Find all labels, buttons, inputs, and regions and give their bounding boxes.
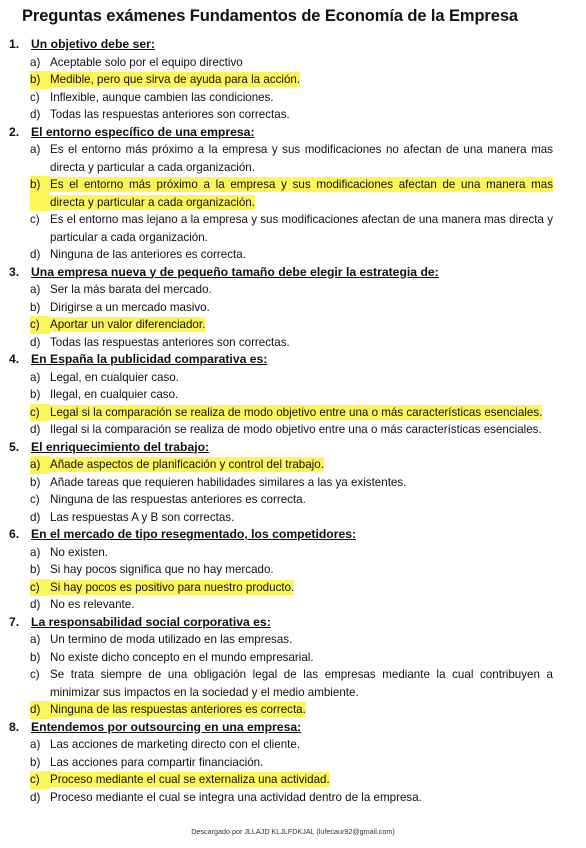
page-title: Preguntas exámenes Fundamentos de Economía de la Empresa [22,7,518,25]
question-number: 8. [9,719,20,734]
option-letter: a) [30,55,41,69]
answer-option [8,544,553,562]
answer-option [8,491,553,509]
answer-option-highlighted [8,579,553,597]
option-text: Si hay pocos significa que no hay mercado. [50,563,274,576]
option-text: Es el entorno más próximo a la empresa y sus modificaciones afectan de una manera mas directa y particular a cada organización. [50,178,553,209]
question-number: 5. [9,439,20,454]
option-letter: d) [30,423,41,436]
option-text-block [50,544,553,562]
question-heading [8,526,553,544]
answer-option [8,596,553,614]
option-text: Ninguna de las anteriores es correcta. [50,248,246,261]
option-text: Ninguna de las respuestas anteriores es correcta. [50,703,306,716]
option-text: Todas las respuestas anteriores son correctas. [50,335,290,349]
option-text-block [50,596,553,614]
option-text-block [50,211,553,246]
answer-option [8,666,553,701]
answer-option [8,54,553,72]
question-number: 7. [9,614,20,629]
option-text: Se trata siempre de una obligación legal de las empresas mediante la cual contribuyen a minimizar sus impactos en la sociedad y el medio ambiente. [50,668,553,699]
option-text: Las acciones para compartir financiación. [50,755,264,769]
option-letter: b) [30,300,41,314]
option-text-block [50,754,553,772]
option-text: Ninguna de las respuestas anteriores es correcta. [50,493,306,506]
question-number: 2. [9,124,20,139]
option-letter: c) [30,316,50,334]
answer-option-highlighted [8,456,553,474]
option-text-block [50,176,553,211]
option-text: Añade aspectos de planificación y control del trabajo. [50,458,324,471]
option-text: Si hay pocos es positivo para nuestro producto. [50,580,295,594]
answer-option [8,736,553,754]
option-text-block [50,736,553,754]
option-letter: a) [30,370,41,384]
question-8 [8,719,553,807]
option-text: No es relevante. [50,598,135,611]
option-text: Aportar un valor diferenciador. [50,318,206,331]
option-text-block [50,141,553,176]
option-letter: b) [30,650,41,664]
question-text: El enriquecimiento del trabajo: [31,439,210,454]
option-text-block [50,701,553,719]
answer-option [8,631,553,649]
option-text: Las respuestas A y B son correctas. [50,510,235,524]
option-letter: d) [30,790,41,804]
option-letter: d) [30,598,41,611]
answer-option [8,789,553,807]
option-text: Ilegal, en cualquier caso. [50,388,179,401]
option-text-block [50,404,553,422]
option-letter: a) [30,143,41,156]
option-letter: d) [30,108,41,121]
option-text: Dirigirse a un mercado masivo. [50,300,210,314]
option-text-block [50,71,553,89]
option-text: Medible, pero que sirva de ayuda para la acción. [50,73,301,86]
question-text: En España la publicidad comparativa es: [31,352,268,366]
option-text-block [50,299,553,317]
option-text: No existe dicho concepto en el mundo empresarial. [50,650,314,664]
option-letter: a) [30,738,41,751]
answer-option-highlighted [8,701,553,719]
option-text: Ilegal si la comparación se realiza de modo objetivo entre una o más características esenciales. [50,423,542,436]
option-letter: a) [30,456,50,474]
question-number: 1. [9,37,20,51]
answer-option-highlighted [8,176,553,211]
option-letter: d) [30,248,41,261]
option-text: Proceso mediante el cual se integra una actividad dentro de la empresa. [50,790,422,804]
option-letter: b) [30,563,41,576]
option-text: Es el entorno mas lejano a la empresa y sus modificaciones afectan de una manera mas directa y particular a cada organización. [50,213,553,244]
answer-option [8,89,553,107]
option-letter: c) [30,90,40,104]
option-letter: b) [30,388,41,401]
question-number: 4. [9,352,20,366]
option-text: Un termino de moda utilizado en las empresas. [50,633,293,646]
answer-option [8,561,553,579]
answer-option [8,421,553,439]
question-heading [8,36,553,54]
question-text: Un objetivo debe ser: [31,37,155,51]
option-text: Ser la más barata del mercado. [50,283,212,296]
question-3 [8,264,553,352]
option-letter: b) [30,71,50,89]
option-text-block [50,89,553,107]
option-letter: c) [30,771,50,789]
answer-option [8,106,553,124]
option-letter: b) [30,176,50,211]
question-4 [8,351,553,439]
option-text-block [50,771,553,789]
answer-option [8,386,553,404]
answer-option [8,246,553,264]
option-letter: c) [30,579,50,597]
question-heading [8,719,553,737]
option-text-block [50,421,553,439]
option-letter: b) [30,755,41,769]
download-footer: Descargado por JLLAJD KLJLFDKJAL (lufecaur92@gmail.com) [191,827,395,836]
option-text-block [50,106,553,124]
option-text-block [50,491,553,509]
option-letter: a) [30,633,41,646]
question-number: 3. [9,264,20,279]
option-text-block [50,789,553,807]
option-text: No existen. [50,545,108,559]
option-text-block [50,316,553,334]
option-text: Añade tareas que requieren habilidades similares a las ya existentes. [50,475,407,489]
option-text-block [50,579,553,597]
option-text: Las acciones de marketing directo con el cliente. [50,738,301,751]
option-text: Legal si la comparación se realiza de modo objetivo entre una o más características esenciales. [50,405,543,419]
option-text-block [50,509,553,527]
option-text-block [50,561,553,579]
option-text-block [50,666,553,701]
question-2 [8,124,553,264]
option-text-block [50,246,553,264]
answer-option [8,369,553,387]
question-heading [8,439,553,457]
question-1 [8,36,553,124]
answer-option-highlighted [8,71,553,89]
option-text-block [50,631,553,649]
option-text-block [50,281,553,299]
option-text-block [50,54,553,72]
question-text: La responsabilidad social corporativa es: [31,614,271,629]
option-letter: a) [30,545,41,559]
answer-option [8,141,553,176]
answer-option-highlighted [8,404,553,422]
option-text-block [50,456,553,474]
answer-option [8,649,553,667]
question-7 [8,614,553,719]
option-letter: b) [30,475,41,489]
question-heading [8,351,553,369]
option-letter: a) [30,283,41,296]
question-number: 6. [9,527,20,541]
question-text: El entorno específico de una empresa: [31,124,255,139]
option-letter: c) [30,213,40,226]
answer-option [8,474,553,492]
answer-option [8,754,553,772]
option-letter: c) [30,404,50,422]
question-text: Una empresa nueva y de pequeño tamaño debe elegir la estrategia de: [31,264,439,279]
answer-option [8,299,553,317]
option-text-block [50,369,553,387]
answer-option-highlighted [8,316,553,334]
answer-option-highlighted [8,771,553,789]
option-text-block [50,649,553,667]
option-text: Inflexible, aunque cambien las condiciones. [50,90,274,104]
option-text: Proceso mediante el cual se externaliza una actividad. [50,773,330,786]
question-heading [8,264,553,282]
question-text: En el mercado de tipo resegmentado, los competidores: [31,527,357,541]
option-letter: d) [30,701,50,719]
answer-option [8,281,553,299]
option-letter: d) [30,510,41,524]
option-text: Aceptable solo por el equipo directivo [50,55,243,69]
option-text-block [50,386,553,404]
option-text-block [50,474,553,492]
question-6 [8,526,553,614]
question-heading [8,614,553,632]
question-list [8,36,553,806]
answer-option [8,211,553,246]
option-text: Legal, en cualquier caso. [50,370,179,384]
option-letter: c) [30,493,40,506]
option-letter: d) [30,335,41,349]
question-text: Entendemos por outsourcing en una empresa: [31,719,302,734]
option-text: Es el entorno más próximo a la empresa y sus modificaciones no afectan de una manera mas directa y particular a cada organización. [50,143,553,174]
option-text: Todas las respuestas anteriores son correctas. [50,108,290,121]
option-letter: c) [30,668,40,681]
answer-option [8,509,553,527]
question-5 [8,439,553,527]
answer-option [8,334,553,352]
option-text-block [50,334,553,352]
question-heading [8,124,553,142]
